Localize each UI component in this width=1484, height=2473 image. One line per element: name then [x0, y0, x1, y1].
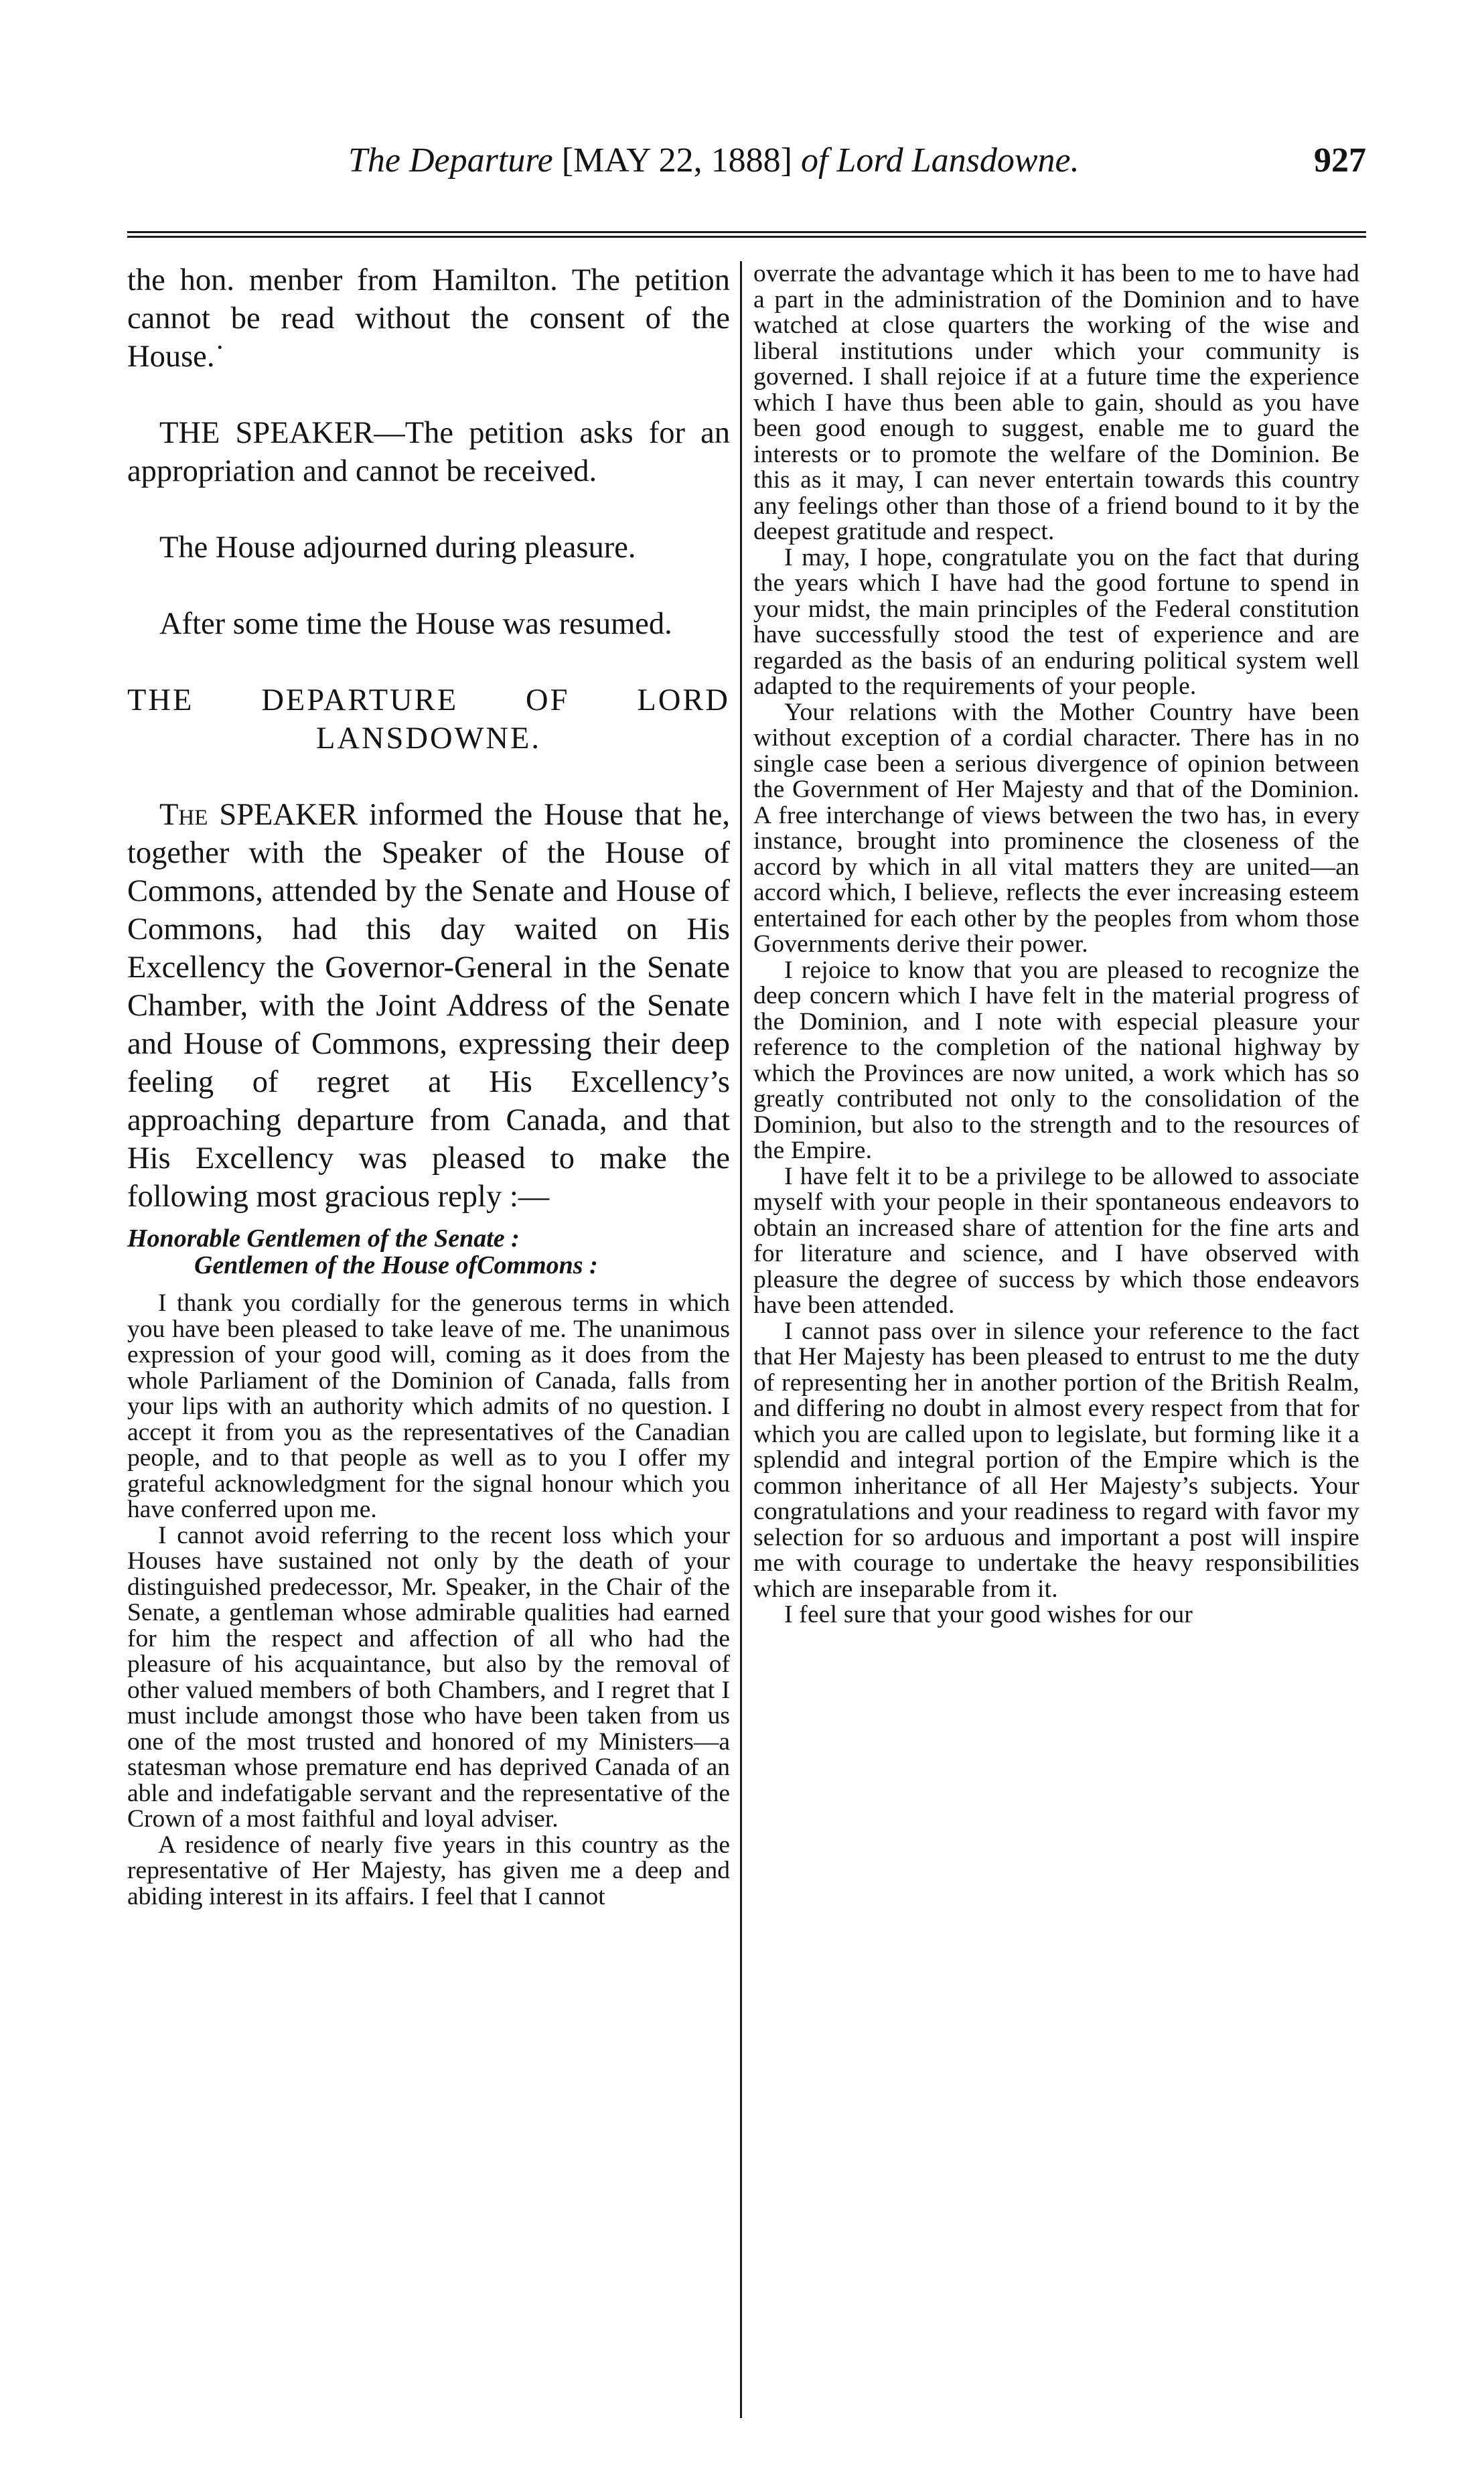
section-heading-line1: THE DEPARTURE OF LORD — [127, 683, 730, 717]
header-date: [MAY 22, 1888] — [561, 141, 792, 180]
reply-paragraph: overrate the advantage which it has been to me to have had a part in the administration of the Dominion and to have watched at close quarters the working of the wise and liberal institutions under which your community is governed. I shall rejoice if at a future time the experience which I have thus been able to gain, should as you have been good enough to suggest, enable me to guard the interests or to promote the welfare of the Dominion. Be this as it may, I can never entertain towards this country any feelings other than those of a friend bound to it by the deepest gratitude and respect. — [753, 260, 1359, 545]
section-heading-line2: LANSDOWNE. — [315, 721, 542, 756]
right-column — [753, 261, 1359, 1628]
header-title-left: The Departure — [348, 141, 553, 180]
reply-paragraph: I cannot pass over in silence your reference to the fact that Her Majesty has been pleased to entrust to me the duty of representing her in another portion of the British Realm, and differing no doubt in almost every respect from that for which you are called upon to legislate, but forming like it a splendid and integral portion of the Empire which is the common inheritance of all Her Majesty’s subjects. Your congratulations and your readiness to regard with favor my selection for so arduous and important a post will inspire me with courage to undertake the heavy responsibilities which are inseparable from it. — [753, 1317, 1359, 1603]
paragraph: After some time the House was resumed. — [159, 607, 672, 641]
salutation-senate: Honorable Gentlemen of the Senate : — [127, 1224, 520, 1253]
lead-word: The — [159, 798, 208, 832]
header-rule-bottom — [127, 236, 1366, 238]
reply-paragraph: A residence of nearly five years in this country as the representative of Her Majesty, has given me a deep and abiding interest in its affairs. I feel that I cannot — [127, 1831, 730, 1910]
reply-text — [127, 1291, 730, 1910]
reply-paragraph: I feel sure that your good wishes for our — [784, 1601, 1193, 1628]
reply-paragraph: I have felt it to be a privilege to be allowed to associate myself with your people in their spontaneous endeavors to obtain an increased share of attention for the fine arts and for literature and science, and I have observed with pleasure the degree of success by which those endeavors have been attended. — [753, 1162, 1359, 1319]
paragraph: the hon. menber from Hamilton. The petition cannot be read without the consent of the House.˙ — [127, 263, 730, 374]
salutation-commons: Gentlemen of the House ofCommons : — [194, 1251, 598, 1279]
paragraph — [127, 796, 730, 1216]
paragraph: The House adjourned during pleasure. — [159, 531, 636, 565]
column-divider — [740, 261, 742, 2418]
reply-paragraph: I thank you cordially for the generous terms in which you have been pleased to take leave of me. The unanimous expression of your good will, coming as it does from the whole Parliament of the Dominion of Canada, falls from your lips with an authority which admits of no question. I accept it from you as the representatives of the Canadian people, and to that people as well as to you I offer my grateful acknowledgment for the signal honour which you have conferred upon me. — [127, 1289, 730, 1523]
reply-paragraph: I may, I hope, congratulate you on the fact that during the years which I have had the good fortune to spend in your midst, the main principles of the Federal constitution have successfully stood the test of experience and are regarded as the basis of an enduring political system well adapted to the requirements of your people. — [753, 543, 1359, 700]
running-header — [127, 134, 1366, 194]
paragraph-body: SPEAKER informed the House that he, together with the Speaker of the House of Commons, attended by the Senate and House of Commons, had this day waited on His Excellency the Governor-General in the Senate Chamber, with the Joint Address of the Senate and House of Commons, expressing their deep feeling of regret at His Excellency’s approaching departure from Canada, and that His Excellency was pleased to make the following most gracious reply :— — [127, 798, 730, 1214]
left-column — [127, 261, 730, 1910]
header-title-right: of Lord Lansdowne. — [800, 141, 1080, 180]
address-salutation — [127, 1225, 730, 1279]
reply-paragraph: I rejoice to know that you are pleased to recognize the deep concern which I have felt in the material progress of the Dominion, and I note with especial pleasure your reference to the completion of the national highway by which the Provinces are now united, a work which has so greatly contributed not only to the consolidation of the Dominion, but also to the strength and to the resources of the Empire. — [753, 956, 1359, 1164]
header-title — [348, 141, 1080, 180]
speaker-statement: THE SPEAKER—The petition asks for an appropriation and cannot be received. — [127, 416, 730, 488]
section-heading — [127, 681, 730, 758]
reply-paragraph: I cannot avoid referring to the recent loss which your Houses have sustained not only by the death of your distinguished predecessor, Mr. Speaker, in the Chair of the Senate, a gentleman whose admirable qualities had earned for him the respect and affection of all who had the pleasure of his acquaintance, but also by the removal of other valued members of both Chambers, and I regret that I must include amongst those who have been taken from us one of the most trusted and honored of my Ministers—a statesman whose premature end has deprived Canada of an able and indefatigable servant and the representative of the Crown of a most faithful and loyal adviser. — [127, 1521, 730, 1833]
header-rule-top — [127, 231, 1366, 233]
reply-paragraph: Your relations with the Mother Country have been without exception of a cordial character. There has in no single case been a serious divergence of opinion between the Government of Her Majesty and that of the Dominion. A free interchange of views between the two has, in every instance, brought into prominence the closeness of the accord by which in all vital matters they are united—an accord which, I believe, reflects the ever increasing esteem entertained for each other by the peoples from whom those Governments derive their power. — [753, 698, 1359, 958]
page-number: 927 — [1314, 141, 1366, 180]
